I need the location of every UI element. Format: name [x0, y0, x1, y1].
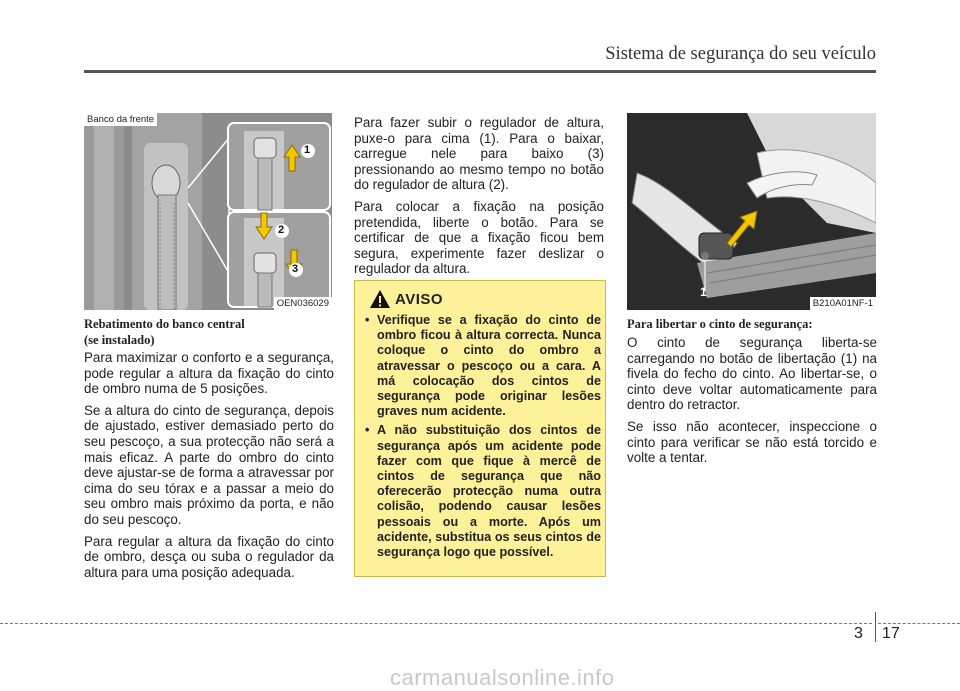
callout-1: 1 [700, 285, 707, 299]
warning-title: AVISO [395, 291, 444, 308]
chapter-number: 3 [854, 625, 863, 642]
paragraph: Se a altura do cinto de segurança, depois de ajustado, estiver demasiado perto do seu pescoço, a sua protecção não será a mais eficaz. A parte do ombro do cinto deve ajustar-se de forma a atravessar por cima do seu tórax e a passar a meio do seu ombro mais próximo da porta, e não do seu pescoço. [84, 402, 334, 527]
page-number-separator [875, 612, 876, 642]
left-column [84, 316, 334, 586]
footer-rule [0, 623, 872, 624]
callout-1: 1 [304, 144, 311, 156]
warning-list [365, 313, 601, 564]
bullet: • [365, 423, 370, 438]
callout-3: 3 [292, 263, 299, 275]
header-rule [84, 70, 876, 73]
warning-item: • Verifique se a fixação do cinto de ombro ficou à altura correcta. Nunca coloque o cinto do ombro a atravessar o pescoço ou a cara. A má colocação dos cintos de segurança pode originar lesões graves num acidente. [365, 313, 601, 419]
footer-rule [878, 623, 960, 624]
paragraph: Para regular a altura da fixação do cinto de ombro, desça ou suba o regulador da altura para uma posição adequada. [84, 533, 334, 580]
page-number: 17 [882, 625, 900, 642]
paragraph: Se isso não acontecer, inspeccione o cinto para verificar se não está torcido e volte a tentar. [627, 418, 877, 466]
figure-code: OEN036029 [274, 297, 332, 310]
figure-buckle-release [627, 113, 876, 310]
warning-item: • A não substituição dos cintos de segurança após um acidente pode fazer com que fique à mercê de cintos de segurança que não oferecerão protecção numa outra colisão, podendo causar lesões pessoais ou a morte. Após um acidente, substitua os seus cintos de segurança logo que possível. [365, 423, 601, 560]
right-column [627, 316, 877, 472]
paragraph: O cinto de segurança liberta-se carregando no botão de libertação (1) na fivela do fecho do cinto. Ao libertar-se, o cinto deve voltar automaticamente para dentro do retractor. [627, 335, 877, 413]
paragraph: Para colocar a fixação na posição pretendida, liberte o botão. Para se certificar de que a fixação ficou bem segura, experimente fazer deslizar o regulador da altura. [354, 198, 604, 277]
buckle-release-illustration [627, 113, 876, 310]
paragraph: Para maximizar o conforto e a segurança, pode regular a altura da fixação do cinto de ombro numa de 5 posições. [84, 350, 334, 397]
callout-2: 2 [278, 224, 285, 236]
page-header-title: Sistema de segurança do seu veículo [605, 44, 876, 64]
section-heading: Para libertar o cinto de segurança: [627, 317, 813, 331]
warning-triangle-icon [369, 289, 391, 309]
bullet: • [365, 313, 370, 327]
figure-seat-belt-height-adjuster [84, 113, 332, 310]
figure-label-front-seat: Banco da frente [84, 113, 157, 126]
section-heading: Rebatimento do banco central [84, 317, 245, 331]
section-subheading: (se instalado) [84, 333, 155, 347]
figure-code: B210A01NF-1 [810, 297, 876, 310]
seat-belt-adjuster-illustration [84, 113, 332, 310]
warning-box [354, 280, 606, 577]
paragraph: Para fazer subir o regulador de altura, puxe-o para cima (1). Para o baixar, carregue nele para baixo (3) pressionando ao mesmo tempo no botão do regulador de altura (2). [354, 115, 604, 193]
watermark: carmanualsonline.info [390, 665, 615, 690]
middle-column [354, 115, 604, 283]
